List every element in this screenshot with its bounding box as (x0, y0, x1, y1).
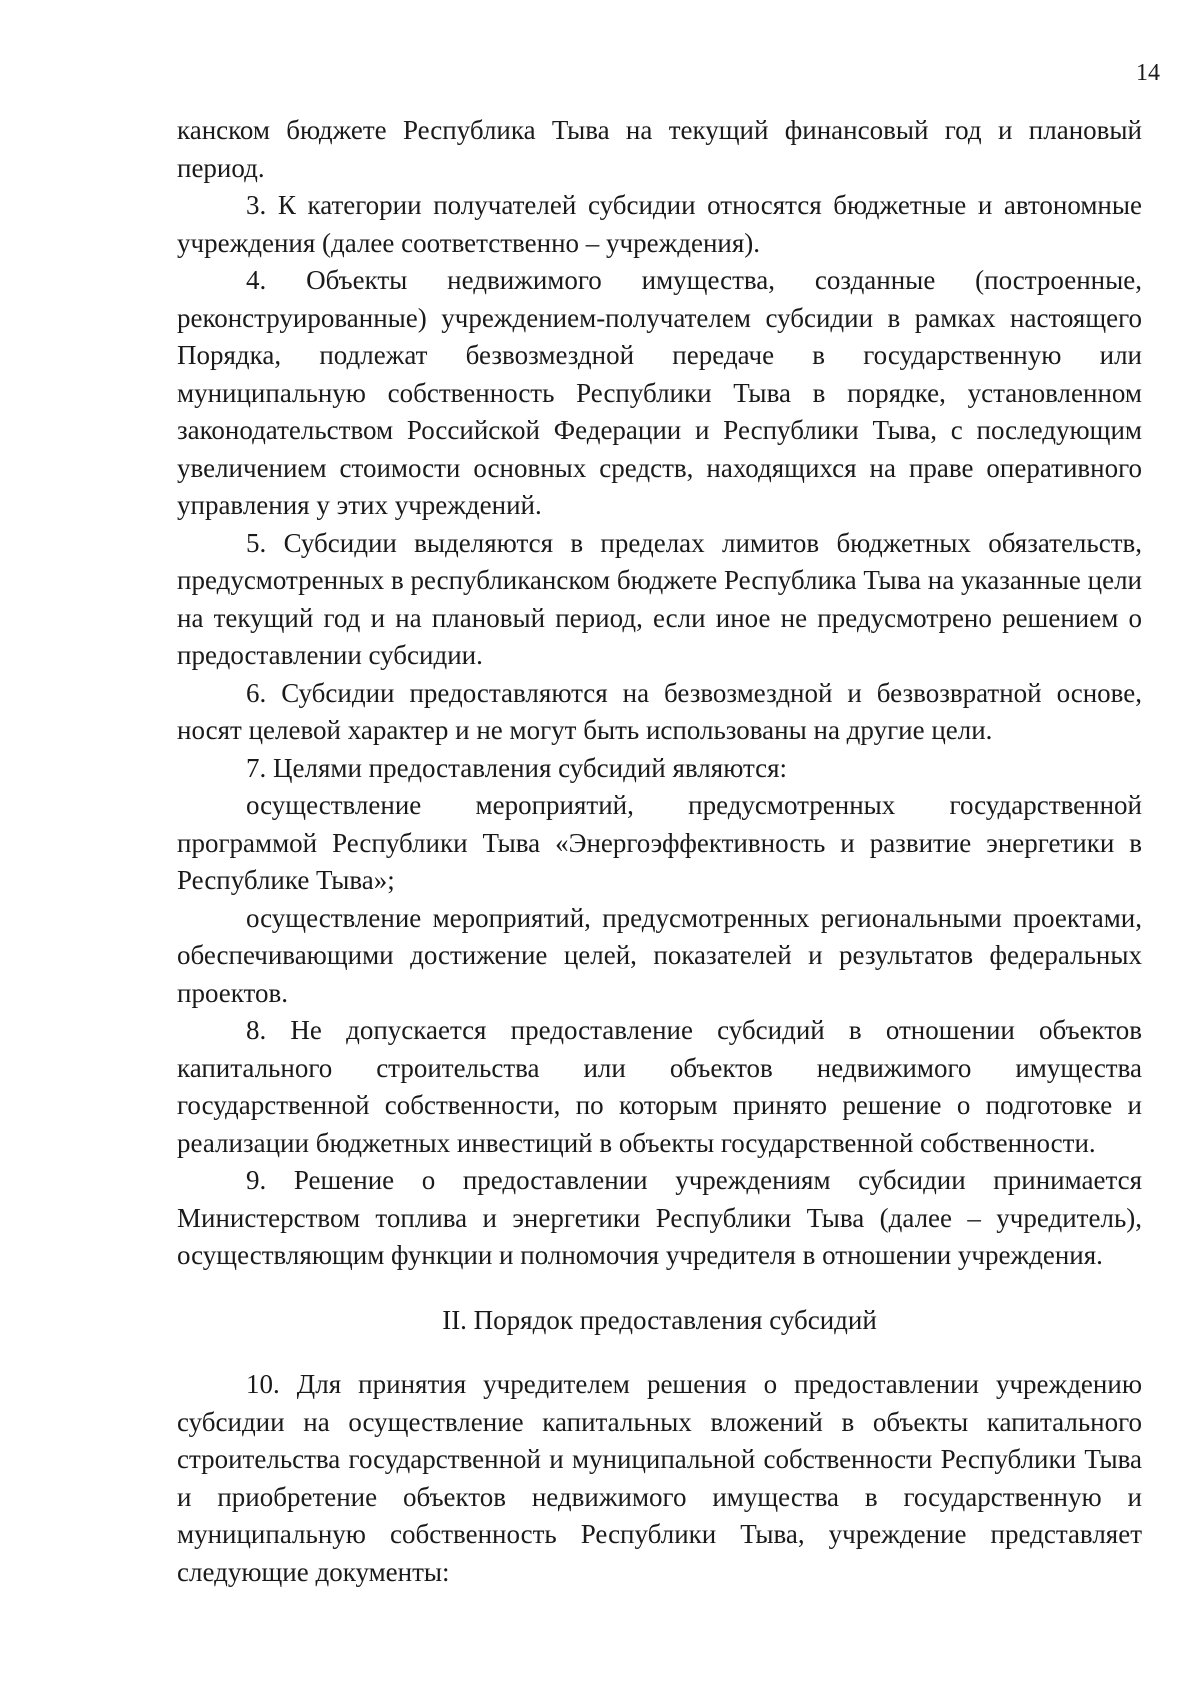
paragraph-continuation: канском бюджете Республика Тыва на текущий финансовый год и плановый период. (177, 115, 1142, 183)
paragraph-item-3: 3. К категории получателей субсидии относятся бюджетные и автономные учреждения (далее соответственно – учреждения). (177, 190, 1142, 258)
paragraph-item-6: 6. Субсидии предоставляются на безвозмездной и безвозвратной основе, носят целевой характер и не могут быть использованы на другие цели. (177, 677, 1142, 745)
paragraph-goal-2: осуществление мероприятий, предусмотренных региональными проектами, обеспечивающими достижение целей, показателей и результатов федеральных проектов. (177, 902, 1142, 1008)
paragraph-item-8: 8. Не допускается предоставление субсидий в отношении объектов капитального строительства или объектов недвижимого имущества государственной собственности, по которым принято решение о подготовке и реализации бюджетных инвестиций в объекты государственной собственности. (177, 1015, 1142, 1158)
section-heading: II. Порядок предоставления субсидий (442, 1304, 877, 1335)
page-number: 14 (1136, 60, 1160, 86)
document-body (177, 112, 1142, 1591)
paragraph-item-7: 7. Целями предоставления субсидий являются: (246, 752, 788, 783)
paragraph-goal-1: осуществление мероприятий, предусмотренных государственной программой Республики Тыва «Энергоэффективность и развитие энергетики в Республике Тыва»; (177, 790, 1142, 895)
paragraph-item-5: 5. Субсидии выделяются в пределах лимитов бюджетных обязательств, предусмотренных в республиканском бюджете Республика Тыва на указанные цели на текущий год и на плановый период, если иное не предусмотрено решением о предоставлении субсидии. (177, 527, 1142, 670)
paragraph-item-10: 10. Для принятия учредителем решения о предоставлении учреждению субсидии на осуществление капитальных вложений в объекты капитального строительства государственной и муниципальной собственности Республики Тыва и приобретение объектов недвижимого имущества в государственную и муниципальную собственность Республики Тыва, учреждение представляет следующие документы: (177, 1369, 1142, 1587)
paragraph-item-4: 4. Объекты недвижимого имущества, созданные (построенные, реконструированные) учреждением-получателем субсидии в рамках настоящего Порядка, подлежат безвозмездной передаче в государственную или муниципальную собственность Республики Тыва в порядке, установленном законодательством Российской Федерации и Республики Тыва, с последующим увеличением стоимости основных средств, находящихся на праве оперативного управления у этих учреждений. (177, 265, 1142, 520)
paragraph-item-9: 9. Решение о предоставлении учреждениям субсидии принимается Министерством топлива и энергетики Республики Тыва (далее – учредитель), осуществляющим функции и полномочия учредителя в отношении учреждения. (177, 1165, 1142, 1270)
